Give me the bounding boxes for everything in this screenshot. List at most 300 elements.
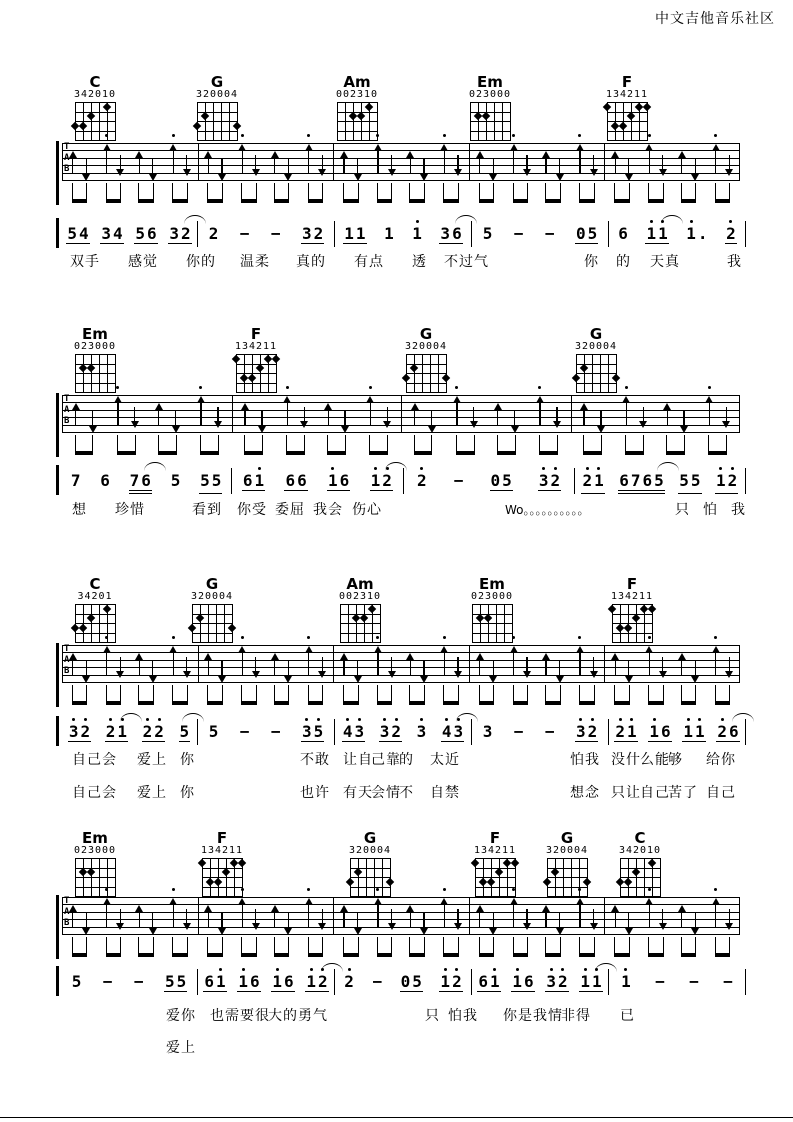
eighth-beam — [545, 183, 561, 203]
chord-block — [63, 75, 127, 141]
note-digit: 4 — [342, 723, 354, 741]
eighth-beam — [681, 183, 697, 203]
arrow-stem — [456, 401, 457, 426]
arrow-head — [691, 928, 699, 935]
note-digit: 6 — [141, 471, 151, 490]
eighth-beam — [308, 937, 324, 957]
fret-line — [337, 121, 378, 122]
note-digit: 1 — [305, 973, 317, 991]
arrow-head — [204, 151, 212, 158]
staff-barline — [198, 645, 199, 683]
note-token — [482, 723, 494, 742]
arrow-head — [489, 174, 497, 181]
chord-name: G — [419, 325, 433, 343]
finger-dot — [482, 112, 490, 120]
strum-up-arrow-icon — [103, 898, 111, 928]
eighth-beam — [117, 435, 136, 455]
octave-dot — [584, 968, 587, 971]
note-digit: − — [544, 224, 555, 243]
staff-barline — [739, 143, 740, 181]
finger-dot — [214, 878, 222, 886]
finger-dot — [357, 112, 365, 120]
staff-line — [62, 660, 740, 661]
chord-fingering: 320004 — [348, 845, 392, 856]
arrow-stem — [173, 149, 174, 174]
strum-up-arrow-icon — [169, 646, 177, 676]
notation-measure — [335, 714, 471, 742]
arrow-head — [645, 646, 653, 653]
octave-dot — [317, 718, 320, 721]
strum-up-arrow-icon — [135, 151, 143, 174]
tie-arc — [120, 713, 142, 722]
chord-block — [595, 75, 659, 141]
note-token — [620, 973, 632, 991]
finger-dot — [222, 868, 230, 876]
lyric-word: 勇气 — [298, 1008, 328, 1024]
strum-up-arrow-icon — [494, 403, 502, 426]
finger-dot — [196, 614, 204, 622]
fret-line — [547, 858, 588, 859]
strum-up-arrow-icon — [645, 898, 653, 928]
finger-dot — [248, 374, 256, 382]
note-token — [270, 225, 282, 244]
chord-fingering: 320004 — [190, 591, 234, 602]
finger-dot — [386, 878, 394, 886]
arrow-head — [590, 671, 598, 678]
beat-dot — [241, 888, 244, 891]
arrow-head — [354, 676, 362, 683]
note-digit: − — [544, 722, 555, 741]
note-token — [678, 472, 701, 494]
eighth-beam — [308, 183, 324, 203]
arrow-head — [103, 144, 111, 151]
chord-diagram — [75, 354, 116, 393]
chord-diagram — [620, 858, 661, 897]
chord-block — [63, 831, 127, 897]
note-token — [617, 225, 629, 244]
note-digit: − — [453, 471, 464, 490]
arrow-head — [476, 653, 484, 660]
arrow-head — [712, 646, 720, 653]
arrow-stem — [615, 658, 616, 676]
strum-up-arrow-icon — [645, 646, 653, 676]
strum-down-arrow-icon — [218, 912, 226, 935]
note-digit: − — [689, 972, 699, 991]
chord-block — [180, 577, 244, 643]
eighth-beam — [172, 937, 188, 957]
system-start-bar — [56, 141, 59, 205]
note-token — [685, 225, 708, 244]
eighth-beam — [409, 937, 425, 957]
arrow-head — [406, 151, 414, 158]
strum-up-arrow-icon — [440, 646, 448, 676]
tie-arc — [732, 713, 754, 722]
arrow-head — [725, 671, 733, 678]
note-token — [242, 472, 265, 491]
arrow-head — [510, 646, 518, 653]
fret-line — [75, 887, 116, 888]
notation-measure — [198, 216, 334, 244]
arrow-head — [659, 169, 667, 176]
eighth-beam — [343, 937, 359, 957]
note-token — [70, 472, 82, 494]
arrow-head — [454, 169, 462, 176]
finger-dot — [238, 859, 246, 867]
strum-down-arrow-icon — [383, 407, 391, 428]
chord-diagram — [607, 102, 648, 141]
note-digit: 5 — [587, 224, 598, 243]
note-digit: 3 — [301, 723, 313, 741]
arrow-head — [691, 174, 699, 181]
lyric-word: 没什 — [611, 752, 641, 768]
chord-fingering: 002310 — [338, 591, 382, 602]
arrow-stem — [579, 903, 580, 928]
finger-dot — [632, 868, 640, 876]
chord-name: Am — [343, 73, 371, 91]
lyric-word: 委屈 — [275, 502, 305, 518]
note-token — [301, 723, 324, 742]
staff-line — [62, 897, 740, 898]
eighth-beam — [274, 183, 290, 203]
note-digit: 6 — [619, 471, 629, 490]
strum-down-arrow-icon — [252, 909, 260, 930]
strum-down-arrow-icon — [82, 912, 90, 935]
staff-line — [62, 645, 740, 646]
arrow-stem — [343, 658, 344, 676]
note-digit: 1 — [327, 472, 339, 490]
staff-barline — [333, 645, 334, 683]
arrow-stem — [242, 651, 243, 676]
chord-fingering: 320004 — [195, 89, 239, 100]
arrow-head — [252, 923, 260, 930]
arrow-stem — [583, 408, 584, 426]
chord-diagram — [75, 604, 116, 643]
note-digit: 6 — [729, 722, 739, 741]
strum-up-arrow-icon — [155, 403, 163, 426]
note-digit: 6 — [204, 972, 214, 991]
arrow-head — [523, 923, 531, 930]
arrow-head — [691, 676, 699, 683]
fret-line — [75, 383, 116, 384]
strum-down-arrow-icon — [284, 912, 292, 935]
strum-down-arrow-icon — [252, 657, 260, 678]
note-token — [416, 472, 428, 491]
fret-line — [472, 633, 513, 634]
arrow-head — [241, 403, 249, 410]
note-digit: 6 — [524, 972, 534, 991]
chord-name: G — [589, 325, 603, 343]
note-token — [575, 723, 598, 742]
staff-line — [62, 143, 740, 144]
fret-line — [576, 373, 617, 374]
lyric-word: 自己会 — [72, 785, 117, 801]
fret-line — [350, 858, 391, 859]
octave-dot — [158, 718, 161, 721]
eighth-beam — [377, 685, 393, 705]
octave-dot — [358, 718, 361, 721]
site-name: 中文吉他音乐社区 — [655, 11, 775, 27]
octave-dot — [383, 718, 386, 721]
eighth-beam — [443, 183, 459, 203]
system-start-bar — [56, 393, 59, 457]
strum-up-arrow-icon — [340, 653, 348, 676]
octave-dot — [374, 467, 377, 470]
arrow-head — [103, 646, 111, 653]
arrow-head — [324, 403, 332, 410]
strum-down-arrow-icon — [218, 158, 226, 181]
finger-dot — [551, 868, 559, 876]
arrow-stem — [681, 658, 682, 676]
fret-line — [576, 392, 617, 393]
beat-dot — [578, 636, 581, 639]
arrow-head — [639, 421, 647, 428]
lyric-word: 够 — [668, 752, 683, 768]
eighth-beam — [106, 183, 122, 203]
staff-barline — [469, 143, 470, 181]
note-token — [134, 225, 157, 244]
notation-barline — [745, 468, 746, 494]
page-bottom-border — [0, 1117, 793, 1118]
beat-dot — [648, 888, 651, 891]
eighth-beam — [241, 685, 257, 705]
octave-dot — [258, 467, 261, 470]
arrow-stem — [328, 408, 329, 426]
eighth-beam — [614, 685, 630, 705]
arrow-stem — [377, 651, 378, 676]
chord-block — [394, 327, 458, 393]
strum-up-arrow-icon — [305, 898, 313, 928]
fret-line — [576, 354, 617, 355]
strum-up-arrow-icon — [510, 898, 518, 928]
chord-diagram — [202, 858, 243, 897]
strum-down-arrow-icon — [214, 407, 222, 428]
fret-line — [470, 140, 511, 141]
strum-down-arrow-icon — [218, 660, 226, 683]
note-token — [411, 225, 423, 244]
strum-up-arrow-icon — [678, 653, 686, 676]
note-token — [441, 723, 464, 742]
beat-dot — [538, 386, 541, 389]
arrow-head — [218, 928, 226, 935]
eighth-beam — [579, 685, 595, 705]
arrow-head — [204, 653, 212, 660]
arrow-head — [476, 151, 484, 158]
fret-line — [197, 131, 238, 132]
finger-dot — [232, 355, 240, 363]
strum-down-arrow-icon — [556, 660, 564, 683]
arrow-stem — [579, 149, 580, 174]
note-token — [370, 472, 393, 491]
note-digit: − — [133, 972, 144, 991]
note-token — [100, 225, 123, 244]
note-digit: − — [513, 224, 524, 243]
octave-dot — [542, 467, 545, 470]
tab-letter-a: A — [64, 907, 70, 917]
arrow-stem — [139, 658, 140, 676]
octave-dot — [561, 968, 564, 971]
eighth-beam — [614, 937, 630, 957]
beat-dot — [307, 636, 310, 639]
beat-dot — [443, 134, 446, 137]
octave-dot — [310, 968, 313, 971]
staff-line — [62, 675, 740, 676]
fret-line — [197, 140, 238, 141]
strum-up-arrow-icon — [69, 151, 77, 174]
arrow-stem — [539, 401, 540, 426]
note-digit: 3 — [379, 723, 391, 741]
arrow-head — [197, 396, 205, 403]
strum-up-arrow-icon — [283, 396, 291, 426]
beat-dot — [172, 636, 175, 639]
lyric-word: 你 — [180, 752, 195, 768]
arrow-stem — [715, 149, 716, 174]
note-digit: 5 — [200, 471, 210, 490]
arrow-head — [580, 403, 588, 410]
eighth-beam — [409, 183, 425, 203]
fret-line — [472, 604, 513, 605]
note-token — [327, 472, 350, 491]
arrow-stem — [139, 156, 140, 174]
chord-name: Em — [477, 73, 503, 91]
note-token — [511, 973, 534, 992]
note-digit: 2 — [105, 723, 117, 741]
note-digit: 7 — [630, 471, 641, 490]
fret-line — [192, 642, 233, 643]
strum-down-arrow-icon — [553, 407, 561, 428]
arrow-stem — [545, 658, 546, 676]
strum-down-arrow-icon — [82, 158, 90, 181]
fret-line — [620, 868, 661, 869]
fret-line — [472, 623, 513, 624]
arrow-head — [440, 898, 448, 905]
strum-up-arrow-icon — [476, 905, 484, 928]
arrow-stem — [242, 903, 243, 928]
note-digit: 5 — [654, 471, 664, 490]
note-token — [305, 973, 328, 992]
strum-down-arrow-icon — [625, 912, 633, 935]
staff-line — [62, 682, 740, 683]
finger-dot — [442, 374, 450, 382]
note-digit: 2 — [208, 224, 219, 243]
finger-dot — [87, 112, 95, 120]
arrow-stem — [173, 903, 174, 928]
arrow-head — [625, 676, 633, 683]
arrow-head — [388, 169, 396, 176]
eighth-beam — [241, 937, 257, 957]
note-digit: 5 — [170, 471, 181, 490]
lyric-word: 感觉 — [128, 254, 158, 270]
finger-dot — [619, 122, 627, 130]
notation-measure — [335, 964, 471, 992]
strum-up-arrow-icon — [510, 646, 518, 676]
eighth-beam — [308, 685, 324, 705]
arrow-head — [183, 671, 191, 678]
finger-dot — [648, 605, 656, 613]
chord-fingering: 134211 — [473, 845, 517, 856]
lyric-word: Wo。。。。。。。。。。 — [505, 503, 590, 517]
arrow-head — [69, 151, 77, 158]
fret-line — [75, 140, 116, 141]
lyric-word: 太近 — [430, 752, 460, 768]
note-digit: 3 — [169, 224, 179, 243]
strum-down-arrow-icon — [523, 909, 531, 930]
finger-dot — [233, 122, 241, 130]
note-digit: 3 — [68, 723, 80, 741]
fret-line — [202, 868, 243, 869]
arrow-head — [511, 426, 519, 433]
notation-start-bar — [56, 966, 59, 996]
finger-dot — [349, 112, 357, 120]
arrow-stem — [117, 401, 118, 426]
strum-up-arrow-icon — [69, 653, 77, 676]
lyric-word: 伤心 — [352, 502, 382, 518]
note-digit: 1 — [411, 225, 423, 244]
arrow-head — [678, 653, 686, 660]
eighth-beam — [75, 435, 94, 455]
notation-line — [56, 463, 746, 495]
strum-up-arrow-icon — [705, 396, 713, 426]
fret-line — [340, 633, 381, 634]
octave-dot — [550, 968, 553, 971]
strum-up-arrow-icon — [72, 403, 80, 426]
note-token — [208, 723, 220, 742]
arrow-head — [663, 403, 671, 410]
arrow-head — [284, 676, 292, 683]
notation-measure — [472, 964, 608, 992]
octave-dot — [721, 718, 724, 721]
arrow-stem — [72, 658, 73, 676]
fret-line — [607, 131, 648, 132]
arrow-stem — [208, 910, 209, 928]
notation-barline — [745, 221, 746, 247]
lyric-word: 爱上 — [166, 1040, 196, 1056]
finger-dot — [193, 122, 201, 130]
arrow-head — [406, 653, 414, 660]
note-digit: 2 — [317, 973, 329, 991]
note-token — [439, 973, 462, 992]
fret-line — [75, 354, 116, 355]
chord-fingering: 023000 — [73, 845, 117, 856]
arrow-head — [340, 905, 348, 912]
note-digit: − — [655, 972, 665, 991]
strum-up-arrow-icon — [406, 151, 414, 174]
arrow-head — [453, 396, 461, 403]
arrow-stem — [626, 401, 627, 426]
arrow-head — [172, 426, 180, 433]
note-digit: − — [239, 722, 250, 741]
fret-line — [472, 642, 513, 643]
arrow-head — [542, 151, 550, 158]
finger-dot — [643, 103, 651, 111]
lyric-word: 爱上 — [137, 752, 167, 768]
arrow-stem — [513, 651, 514, 676]
strum-up-arrow-icon — [305, 646, 313, 676]
arrow-head — [553, 421, 561, 428]
fret-line — [197, 121, 238, 122]
finger-dot — [198, 859, 206, 867]
arrow-head — [149, 174, 157, 181]
note-digit: − — [270, 224, 281, 243]
note-digit: 1 — [645, 225, 657, 243]
strum-down-arrow-icon — [454, 657, 462, 678]
eighth-beam — [274, 937, 290, 957]
note-token — [301, 225, 324, 244]
notation-measure — [472, 714, 608, 742]
arrow-head — [725, 923, 733, 930]
chord-diagram — [472, 604, 513, 643]
eighth-beam — [138, 937, 154, 957]
staff-barline — [604, 897, 605, 935]
